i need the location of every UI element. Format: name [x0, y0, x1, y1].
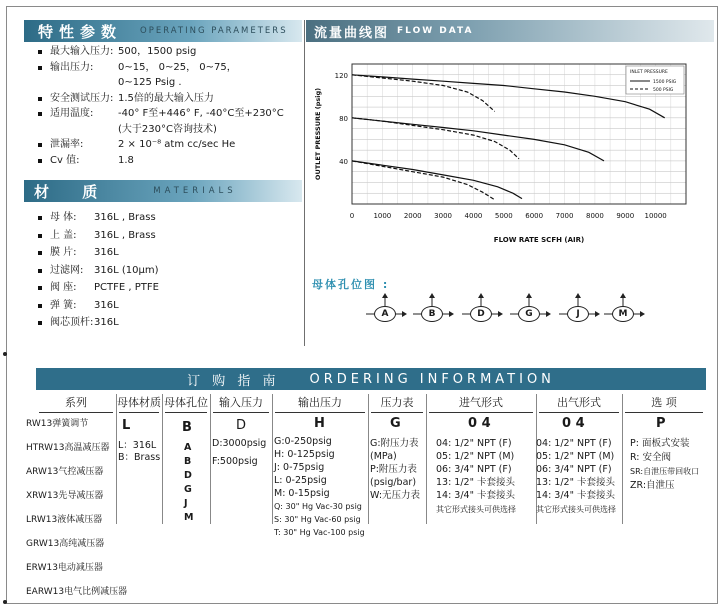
x-tick-label: 9000 [616, 212, 635, 220]
column-header: 输出压力 [298, 396, 342, 409]
options-item: P: 面板式安装 [630, 438, 690, 449]
gauge-option: W:无压力表 [370, 490, 421, 501]
options-item: SR:自泄压带回收口 [630, 467, 700, 476]
outlet-pressure-option: M: 0-15psig [274, 488, 330, 499]
ordering-title-en: ORDERING INFORMATION [309, 371, 555, 387]
column-header: 母体材质 [117, 396, 161, 409]
list-bullet [38, 251, 42, 255]
spec-value: (大于230°C咨询技术) [118, 123, 217, 135]
flow-chart [306, 44, 714, 254]
column-header: 输入压力 [219, 396, 263, 409]
series-line [352, 118, 519, 159]
column-separator [272, 394, 273, 524]
port-label: D [470, 306, 492, 322]
port-label: G [518, 306, 540, 322]
column-header-underline [165, 412, 207, 413]
spec-value: -40° F至+446° F, -40°C至+230°C [118, 108, 284, 119]
column-header-underline [213, 412, 269, 413]
column-separator [116, 394, 117, 524]
series-item: RW13弹簧调节 [26, 419, 89, 429]
inlet-form-note: 其它形式接头可供选择 [436, 505, 516, 514]
x-tick-label: 5000 [494, 212, 513, 220]
list-bullet [38, 304, 42, 308]
column-separator [210, 394, 211, 524]
inlet-form-code: 0 4 [468, 416, 491, 431]
inlet-pressure-option: D:3000psig [212, 438, 267, 449]
operating-title: 特性参数 [38, 22, 123, 41]
spec-label: Cv 值: [50, 154, 80, 166]
series-item: HTRW13高温减压器 [26, 443, 110, 453]
body-port-code: B [182, 420, 192, 435]
spec-value: 2 × 10⁻⁸ atm cc/sec He [118, 139, 236, 150]
spec-label: 过滤网: [50, 264, 84, 276]
column-header-underline [39, 412, 113, 413]
column-header: 选 项 [651, 396, 677, 409]
series-item: EARW13电气比例减压器 [26, 587, 128, 597]
section-divider [304, 20, 305, 346]
spec-label: 弹 簧: [50, 299, 77, 311]
column-separator [426, 394, 427, 524]
series-item: GRW13高纯减压器 [26, 539, 105, 549]
series-item: ARW13气控减压器 [26, 467, 104, 477]
outlet-pressure-option: G:0-250psig [274, 436, 332, 447]
spec-value: 316L [94, 299, 119, 311]
outlet-form-option: 06: 3/4" NPT (F) [536, 464, 612, 475]
list-bullet [38, 321, 42, 325]
column-header: 压力表 [380, 396, 414, 409]
legend-entry: 1500 PSIG [653, 80, 677, 85]
inlet-form-option: 04: 1/2" NPT (F) [436, 438, 512, 449]
port-label: B [421, 306, 443, 322]
spec-label: 输出压力: [50, 61, 94, 73]
spec-label: 安全测试压力: [50, 92, 114, 104]
column-separator [368, 394, 369, 524]
spec-label: 泄漏率: [50, 139, 84, 150]
x-tick-label: 6000 [525, 212, 544, 220]
series-line [352, 161, 522, 199]
margin-dot [3, 352, 7, 356]
outlet-pressure-option: H: 0-125psig [274, 449, 335, 460]
x-tick-label: 2000 [403, 212, 422, 220]
list-bullet [38, 269, 42, 273]
y-tick-label: 120 [334, 71, 348, 80]
column-header-underline [275, 412, 365, 413]
column-header-underline [371, 412, 423, 413]
x-axis-label: FLOW RATE SCFH (AIR) [493, 236, 585, 244]
spec-value: 500，1500 psig [118, 46, 197, 57]
series-item: ERW13电动减压器 [26, 563, 103, 573]
materials-title: 材 质 [34, 182, 112, 201]
options-code: P [656, 416, 666, 431]
gauge-code: G [390, 416, 401, 431]
legend-title: INLET PRESSURE [630, 70, 668, 75]
list-bullet [38, 286, 42, 290]
outlet-form-option: 14: 3/4" 卡套接头 [536, 490, 615, 501]
list-bullet [38, 112, 42, 116]
spec-value: 316L [94, 317, 119, 328]
spec-value: 316L [94, 247, 119, 258]
inlet-form-option: 13: 1/2" 卡套接头 [436, 477, 515, 488]
spec-label: 最大输入压力: [50, 46, 114, 57]
column-header-underline [429, 412, 533, 413]
column-header: 系列 [65, 396, 87, 409]
inlet-form-option: 06: 3/4" NPT (F) [436, 464, 512, 475]
body-port-option: J [184, 498, 188, 509]
list-bullet [38, 97, 42, 101]
port-label: J [567, 306, 589, 322]
spec-label: 适用温度: [50, 108, 94, 119]
flow-header [306, 20, 714, 42]
inlet-pressure-option: F:500psig [212, 456, 258, 467]
operating-header [24, 20, 302, 42]
inlet-form-option: 14: 3/4" 卡套接头 [436, 490, 515, 501]
list-bullet [38, 66, 42, 70]
x-tick-label: 3000 [434, 212, 453, 220]
outlet-pressure-option: J: 0-75psig [274, 462, 325, 473]
legend-entry: 500 PSIG [653, 88, 674, 93]
spec-label: 上 盖: [50, 229, 77, 241]
gauge-option: (psig/bar) [370, 477, 417, 488]
spec-value: 316L , Brass [94, 229, 156, 241]
body-port-option: A [184, 442, 192, 453]
x-tick-label: 8000 [585, 212, 604, 220]
column-header: 母体孔位 [164, 396, 208, 409]
outlet-pressure-option: S: 30" Hg Vac-60 psig [274, 515, 361, 524]
options-item: R: 安全阀 [630, 452, 672, 463]
column-header-underline [539, 412, 619, 413]
list-bullet [38, 159, 42, 163]
gauge-option: P:附压力表 [370, 464, 417, 475]
body-material-code: L [122, 418, 131, 433]
spec-value: 0~15， 0~25， 0~75， [118, 61, 237, 73]
margin-dot [3, 600, 7, 604]
list-bullet [38, 216, 42, 220]
outlet-form-option: 13: 1/2" 卡套接头 [536, 477, 615, 488]
port-label: M [612, 306, 634, 322]
spec-value: 0~125 Psig . [118, 77, 182, 88]
gauge-option: (MPa) [370, 451, 397, 462]
materials-header [24, 180, 302, 202]
materials-title-en: MATERIALS [153, 186, 237, 196]
outlet-pressure-option: Q: 30" Hg Vac-30 psig [274, 502, 362, 511]
inlet-pressure-code: D [236, 418, 247, 433]
outlet-form-option: 05: 1/2" NPT (M) [536, 451, 615, 462]
spec-value: 1.8 [118, 154, 134, 166]
outlet-form-code: 0 4 [562, 416, 585, 431]
spec-value: PCTFE , PTFE [94, 282, 159, 293]
port-label: A [374, 306, 396, 322]
body-port-option: G [184, 484, 192, 495]
spec-label: 阀 座: [50, 282, 77, 293]
list-bullet [38, 50, 42, 54]
list-bullet [38, 143, 42, 147]
body-port-option: B [184, 456, 192, 467]
body-port-option: M [184, 512, 194, 523]
spec-label: 母 体: [50, 212, 77, 223]
flow-title: 流量曲线图 [314, 25, 390, 41]
spec-label: 膜 片: [50, 247, 77, 258]
list-bullet [38, 234, 42, 238]
column-header: 出气形式 [557, 396, 601, 409]
series-item: LRW13液体减压器 [26, 515, 103, 525]
column-separator [162, 394, 163, 524]
y-axis-label: OUTLET PRESSURE (psig) [314, 87, 322, 181]
series-item: XRW13先导减压器 [26, 491, 104, 501]
y-tick-label: 40 [339, 157, 348, 166]
gauge-option: G:附压力表 [370, 438, 419, 449]
outlet-form-note: 其它形式接头可供选择 [536, 505, 616, 514]
body-material-option: L：316L [118, 440, 157, 451]
outlet-pressure-option: L: 0-25psig [274, 475, 327, 486]
x-tick-label: 4000 [464, 212, 483, 220]
spec-value: 316L , Brass [94, 212, 156, 223]
x-tick-label: 7000 [555, 212, 574, 220]
y-tick-label: 80 [339, 114, 348, 123]
body-material-option: B：Brass [118, 452, 161, 463]
operating-title-en: OPERATING PARAMETERS [140, 26, 288, 36]
spec-value: 1.5倍的最大输入压力 [118, 92, 214, 104]
port-diagram-title: 母体孔位图 : [312, 278, 390, 291]
x-tick-label: 0 [349, 212, 355, 220]
outlet-pressure-code: H [314, 416, 325, 431]
outlet-pressure-option: T: 30" Hg Vac-100 psig [274, 528, 365, 537]
flow-title-en: FLOW DATA [397, 26, 474, 36]
ordering-title: 订 购 指 南 [187, 373, 280, 389]
body-port-option: D [184, 470, 192, 481]
x-tick-label: 1000 [373, 212, 392, 220]
options-item: ZR:自泄压 [630, 480, 675, 491]
ordering-header [36, 368, 706, 390]
outlet-form-option: 04: 1/2" NPT (F) [536, 438, 612, 449]
column-header-underline [625, 412, 703, 413]
column-separator [622, 394, 623, 524]
column-header: 进气形式 [459, 396, 503, 409]
inlet-form-option: 05: 1/2" NPT (M) [436, 451, 515, 462]
spec-label: 阀芯顶杆: [50, 317, 94, 328]
column-header-underline [119, 412, 159, 413]
spec-value: 316L (10μm) [94, 264, 159, 276]
x-tick-label: 10000 [644, 212, 667, 220]
